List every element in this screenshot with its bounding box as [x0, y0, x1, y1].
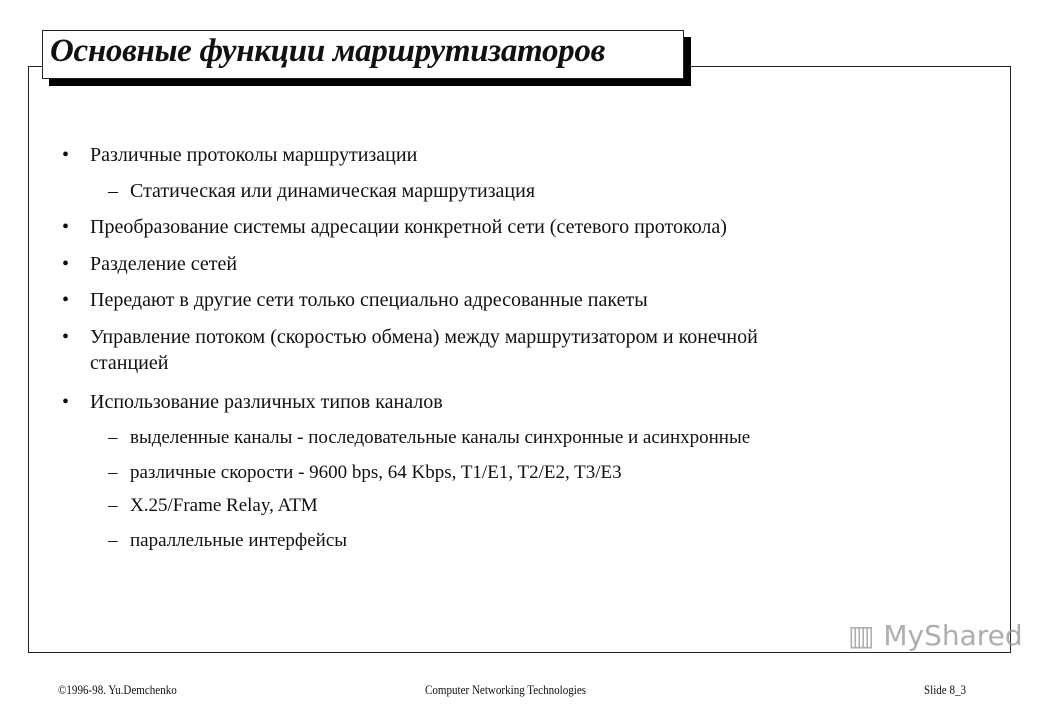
item-text: выделенные каналы - последовательные каналы синхронные и асинхронные [130, 427, 751, 448]
item-text: Разделение сетей [90, 253, 238, 275]
item-text: Управление потоком (скоростью обмена) между маршрутизатором и конечной станцией [90, 326, 758, 374]
item-text: Использование различных типов каналов [90, 391, 443, 413]
list-marker: – [108, 530, 118, 551]
list-marker: • [62, 326, 70, 348]
list-marker: – [108, 427, 118, 448]
list-marker: • [62, 391, 70, 413]
list-marker: • [62, 289, 70, 311]
watermark-logo [848, 620, 1023, 652]
item-text: Статическая или динамическая маршрутизация [130, 180, 536, 202]
item-text: Преобразование системы адресации конкретной сети (сетевого протокола) [90, 216, 727, 238]
footer-slide-number: Slide 8_3 [924, 682, 967, 697]
item-text: X.25/Frame Relay, ATM [130, 495, 318, 516]
item-text: различные скорости - 9600 bps, 64 Kbps, T1/E1, T2/E2, T3/E3 [130, 462, 622, 483]
list-marker: – [108, 495, 118, 516]
footer-course: Computer Networking Technologies [425, 682, 587, 697]
item-text: Различные протоколы маршрутизации [90, 144, 418, 166]
list-marker: • [62, 216, 70, 238]
list-marker: – [108, 462, 118, 483]
item-text: параллельные интерфейсы [130, 530, 348, 551]
list-marker: – [108, 180, 118, 202]
slide-title: Основные функции маршрутизаторов [50, 33, 606, 69]
item-text: Передают в другие сети только специально адресованные пакеты [90, 289, 648, 311]
list-marker: • [62, 144, 70, 166]
footer-copyright: ©1996-98. Yu.Demchenko [58, 682, 177, 697]
presentation-icon: ▥ [848, 619, 875, 652]
list-marker: • [62, 253, 70, 275]
watermark-text: MyShared [883, 619, 1023, 652]
